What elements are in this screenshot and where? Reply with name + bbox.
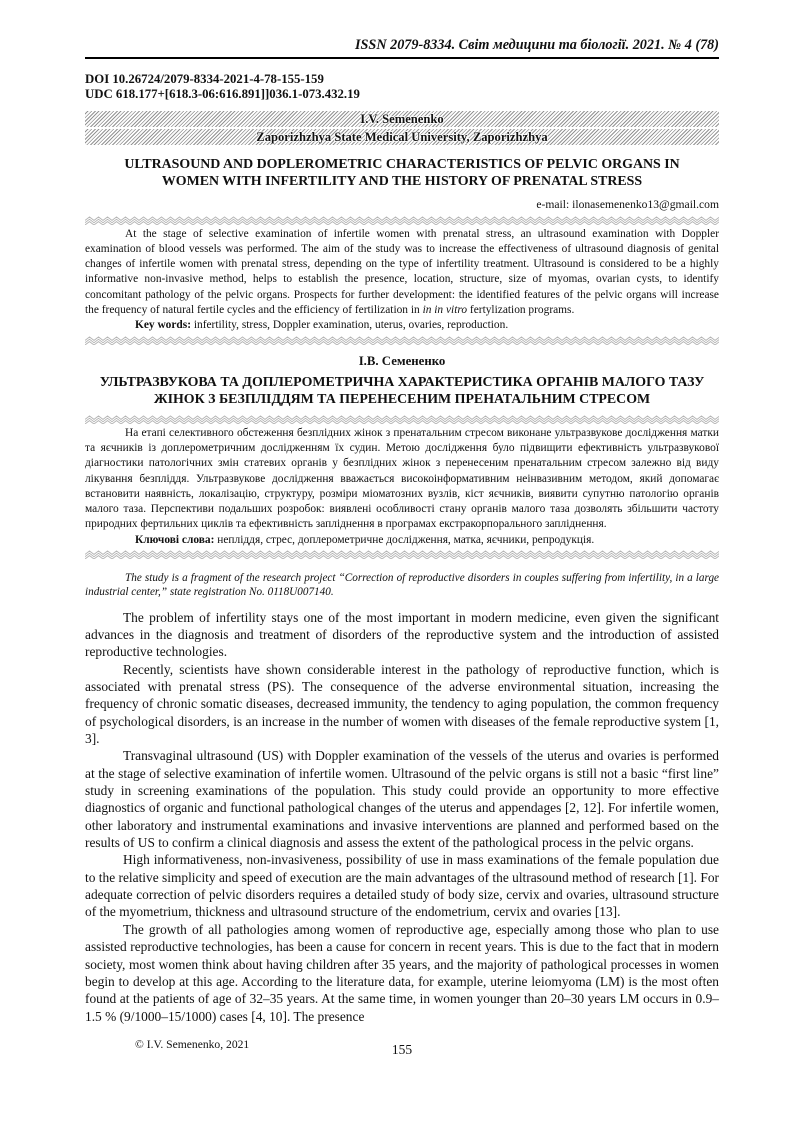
body-paragraph: Transvaginal ultrasound (US) with Doppler examination of the vessels of the uterus and ovaries is performed at the stage of selective examination of infertile women. Ultrasound of the pelvic organs is still not a basic “first line” study in screening examinations of the population. This study could provide an opportunity to more effective diagnostics of organic and functional pathological changes of the uterus and appendages [2, 12]. For infertile women, other laboratory and instrumental examinations and invasive interventions are planned and performed based on the results of US to confirm a clinical diagnosis and assess the extent of the pathological process in the pelvic organs. (85, 748, 719, 851)
doi-line: DOI 10.26724/2079-8334-2021-4-78-155-159 (85, 72, 324, 86)
email-line: e-mail: ilonasemenenko13@gmail.com (536, 197, 719, 211)
body-paragraph: High informativeness, non-invasiveness, possibility of use in mass examinations of the female population due to the relative simplicity and speed of execution are the main advantages of the ultrasound method of research [1]. For adequate correction of pelvic disorders requires a detailed study of body size, cervix and ovaries, ultrasound structure of the myometrium, thickness and ultrasound structure of the endometrium, cervix and ovaries [13]. (85, 852, 719, 920)
keywords-en-label: Key words: (135, 319, 191, 332)
zigzag-divider (85, 550, 719, 559)
codes-block (85, 72, 719, 102)
page-number: 155 (391, 1041, 413, 1057)
udc-line: UDC 618.177+[618.3-06:616.891]]036.1-073.432.19 (85, 86, 360, 101)
author-affiliation-block (85, 111, 719, 145)
body-paragraph: Recently, scientists have shown considerable interest in the pathology of reproductive function, which is associated with prenatal stress (PS). The consequence of the adverse environmental situation, increasing the frequency of chronic somatic diseases, decreased immunity, the tendency to aging population, the common frequency of psychological disorders, is an increase in the number of women with diseases of the female reproductive system [1, 3]. (85, 661, 719, 747)
body-paragraph: The problem of infertility stays one of the most important in modern medicine, even given the significant advances in the diagnosis and treatment of disorders of the reproductive system and the introduction of assisted reproductive technologies. (85, 609, 719, 660)
abstract-en-text-end: fertylization programs. (467, 304, 575, 317)
affiliation-en: Zaporizhzhya State Medical University, Zaporizhzhya (85, 129, 719, 145)
keywords-ua-label: Ключові слова: (135, 533, 215, 546)
abstract-en-italic: in in vitro (422, 304, 468, 317)
abstract-en (85, 227, 719, 319)
author-name-en: I.V. Semenenko (85, 111, 719, 127)
keywords-en-text: infertility, stress, Doppler examination, uterus, ovaries, reproduction. (191, 319, 509, 332)
body-paragraph: The growth of all pathologies among women of reproductive age, especially among those who plan to use assisted reproductive technologies, has been a cause for concern in recent years. This is due to the fact that in modern society, most women think about having children after 35 years, and the majority of pathological processes in women begin to develop at this age. According to the literature data, for example, uterine leiomyoma (LM) is the most often found at the patients of age of 32–35 years. At the same time, in women younger than 20–30 years LM occurs in 0.9–1.5 % (9/1000–15/1000) cases [4, 10]. The presence (85, 921, 719, 1024)
copyright-line: © I.V. Semenenko, 2021 (135, 1037, 250, 1051)
article-body (85, 609, 719, 1025)
zigzag-divider (85, 336, 719, 345)
fragment-note: The study is a fragment of the research project “Correction of reproductive disorders in couples suffering from infertility, in a large industrial center,” state registration No. 0118U007140. (85, 572, 719, 598)
keywords-ua (85, 533, 719, 548)
page-footer (85, 1038, 719, 1074)
zigzag-divider (85, 216, 719, 225)
keywords-en (85, 318, 719, 333)
author-name-ua: І.В. Семененко (358, 353, 446, 368)
keywords-ua-text: непліддя, стрес, доплерометричне дослідження, матка, яєчники, репродукція. (214, 533, 595, 546)
article-title-en: ULTRASOUND AND DOPLEROMETRIC CHARACTERISTICS OF PELVIC ORGANS IN WOMEN WITH INFERTILITY AND THE HISTORY OF PRENATAL STRESS (124, 156, 680, 189)
abstract-ua: На етапі селективного обстеження безплідних жінок з пренатальним стресом виконане ультразвукове дослідження матки та яєчників із доплерометричним дослідженням їх судин. Метою дослідження було підвищити ефективність ультразвукової діагностики патологічних змін статевих органів у безплідних жінок з перенесеним пренатальним стресом залежно від виду лікування безпліддя. Ультразвукове дослідження вважається високоінформативним неінвазивним методом, який допомагає встановити наявність, локалізацію, структуру, розміри міоматозних вузлів, кіст яєчників, виявити супутню патологію органів малого таза. Перспективи подальших розробок: виявлені особливості стану органів малого таза дозволять збільшити частоту природних фертильних циклів та ефективність запліднення в програмах екстракорпорального запліднення. (85, 426, 719, 531)
abstract-en-text: At the stage of selective examination of infertile women with prenatal stress, an ultrasound examination with Doppler examination of blood vessels was performed. The aim of the study was to increase the effectiveness of ultrasound diagnosis of genital changes of infertile women with prenatal stress, depending on the type of infertility treatment. Ultrasound is considered to be a highly informative non-invasive method, helps to establish the presence, location, structure, size of myomas, ovarian cysts, to identify concomitant pathology of the pelvic organs. Prospects for further development: the identified features of the pelvic organs will increase the frequency of natural fertile cycles and the efficiency of fertilization in (85, 227, 719, 317)
journal-header: ISSN 2079-8334. Світ медицини та біології. 2021. № 4 (78) (85, 36, 719, 59)
zigzag-divider (85, 415, 719, 424)
article-title-ua: УЛЬТРАЗВУКОВА ТА ДОПЛЕРОМЕТРИЧНА ХАРАКТЕРИСТИКА ОРГАНІВ МАЛОГО ТАЗУ ЖІНОК З БЕЗПЛІДДЯМ ТА ПЕРЕНЕСЕНИМ ПРЕНАТАЛЬНИМ СТРЕСОМ (99, 374, 705, 407)
